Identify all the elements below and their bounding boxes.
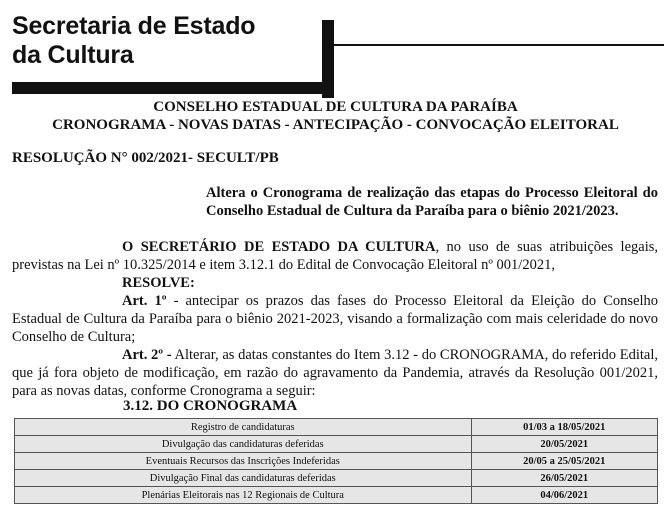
schedule-event: Plenárias Eleitorais nas 12 Regionais de Cultura — [15, 487, 472, 504]
header-rule-line — [334, 44, 664, 46]
schedule-date: 20/05/2021 — [471, 436, 657, 453]
schedule-event: Registro de candidaturas — [15, 419, 472, 436]
article-2-label: Art. 2º - — [122, 347, 172, 363]
section-title: 3.12. DO CRONOGRAMA — [123, 398, 298, 414]
table-row — [15, 453, 658, 470]
article-2 — [12, 346, 658, 400]
schedule-date: 20/05 a 25/05/2021 — [471, 453, 657, 470]
article-2-text: Alterar, as datas constantes do Item 3.12 - do CRONOGRAMA, do referido Edital, que já fora objeto de modificação, em razão do agravamento da Pandemia, através da Resolução 001/2021, para as novas datas, conforme Cronograma a seguir: — [12, 347, 658, 399]
preamble-lead: O SECRETÁRIO DE ESTADO DA CULTURA — [122, 239, 436, 255]
schedule-event: Eventuais Recursos das Inscrições Indeferidas — [15, 453, 472, 470]
resolve-label: RESOLVE — [122, 275, 190, 291]
article-1-text: - antecipar os prazos das fases do Processo Eleitoral da Eleição do Conselho Estadual de Cultura da Paraíba para o biênio 2021-2023, visando a formalização com mais celeridade do novo Conselho de Cultura; — [12, 293, 658, 345]
resolution-number: RESOLUÇÃO N° 002/2021- SECULT/PB — [12, 150, 279, 166]
preamble-text: , no uso de suas atribuições legais, previstas na Lei nº 10.325/2014 e item 3.12.1 do Edital de Convocação Eleitoral nº 001/2021, — [12, 239, 658, 273]
agency-name-line2: da Cultura — [12, 41, 134, 69]
preamble — [12, 238, 658, 274]
resolve-paragraph: RESOLVE: — [122, 275, 195, 291]
header-horizontal-bar — [12, 82, 334, 94]
table-row — [15, 470, 658, 487]
document-subtitle: CRONOGRAMA - NOVAS DATAS - ANTECIPAÇÃO - CONVOCAÇÃO ELEITORAL — [52, 117, 619, 133]
table-row — [15, 436, 658, 453]
article-1-label: Art. 1º — [122, 293, 167, 309]
schedule-date: 26/05/2021 — [471, 470, 657, 487]
header-logo — [0, 10, 671, 96]
schedule-date: 04/06/2021 — [471, 487, 657, 504]
article-1 — [12, 292, 658, 346]
schedule-event: Divulgação das candidaturas deferidas — [15, 436, 472, 453]
schedule-event: Divulgação Final das candidaturas deferidas — [15, 470, 472, 487]
agency-name-line1: Secretaria de Estado — [12, 12, 256, 40]
table-row — [15, 487, 658, 504]
table-row — [15, 419, 658, 436]
council-title: CONSELHO ESTADUAL DE CULTURA DA PARAÍBA — [153, 99, 518, 115]
schedule-table — [14, 418, 658, 504]
agency-name — [12, 12, 255, 70]
schedule-date: 01/03 a 18/05/2021 — [471, 419, 657, 436]
ementa: Altera o Cronograma de realização das etapas do Processo Eleitoral do Conselho Estadual de Cultura da Paraíba para o biênio 2021/2023. — [206, 185, 658, 219]
